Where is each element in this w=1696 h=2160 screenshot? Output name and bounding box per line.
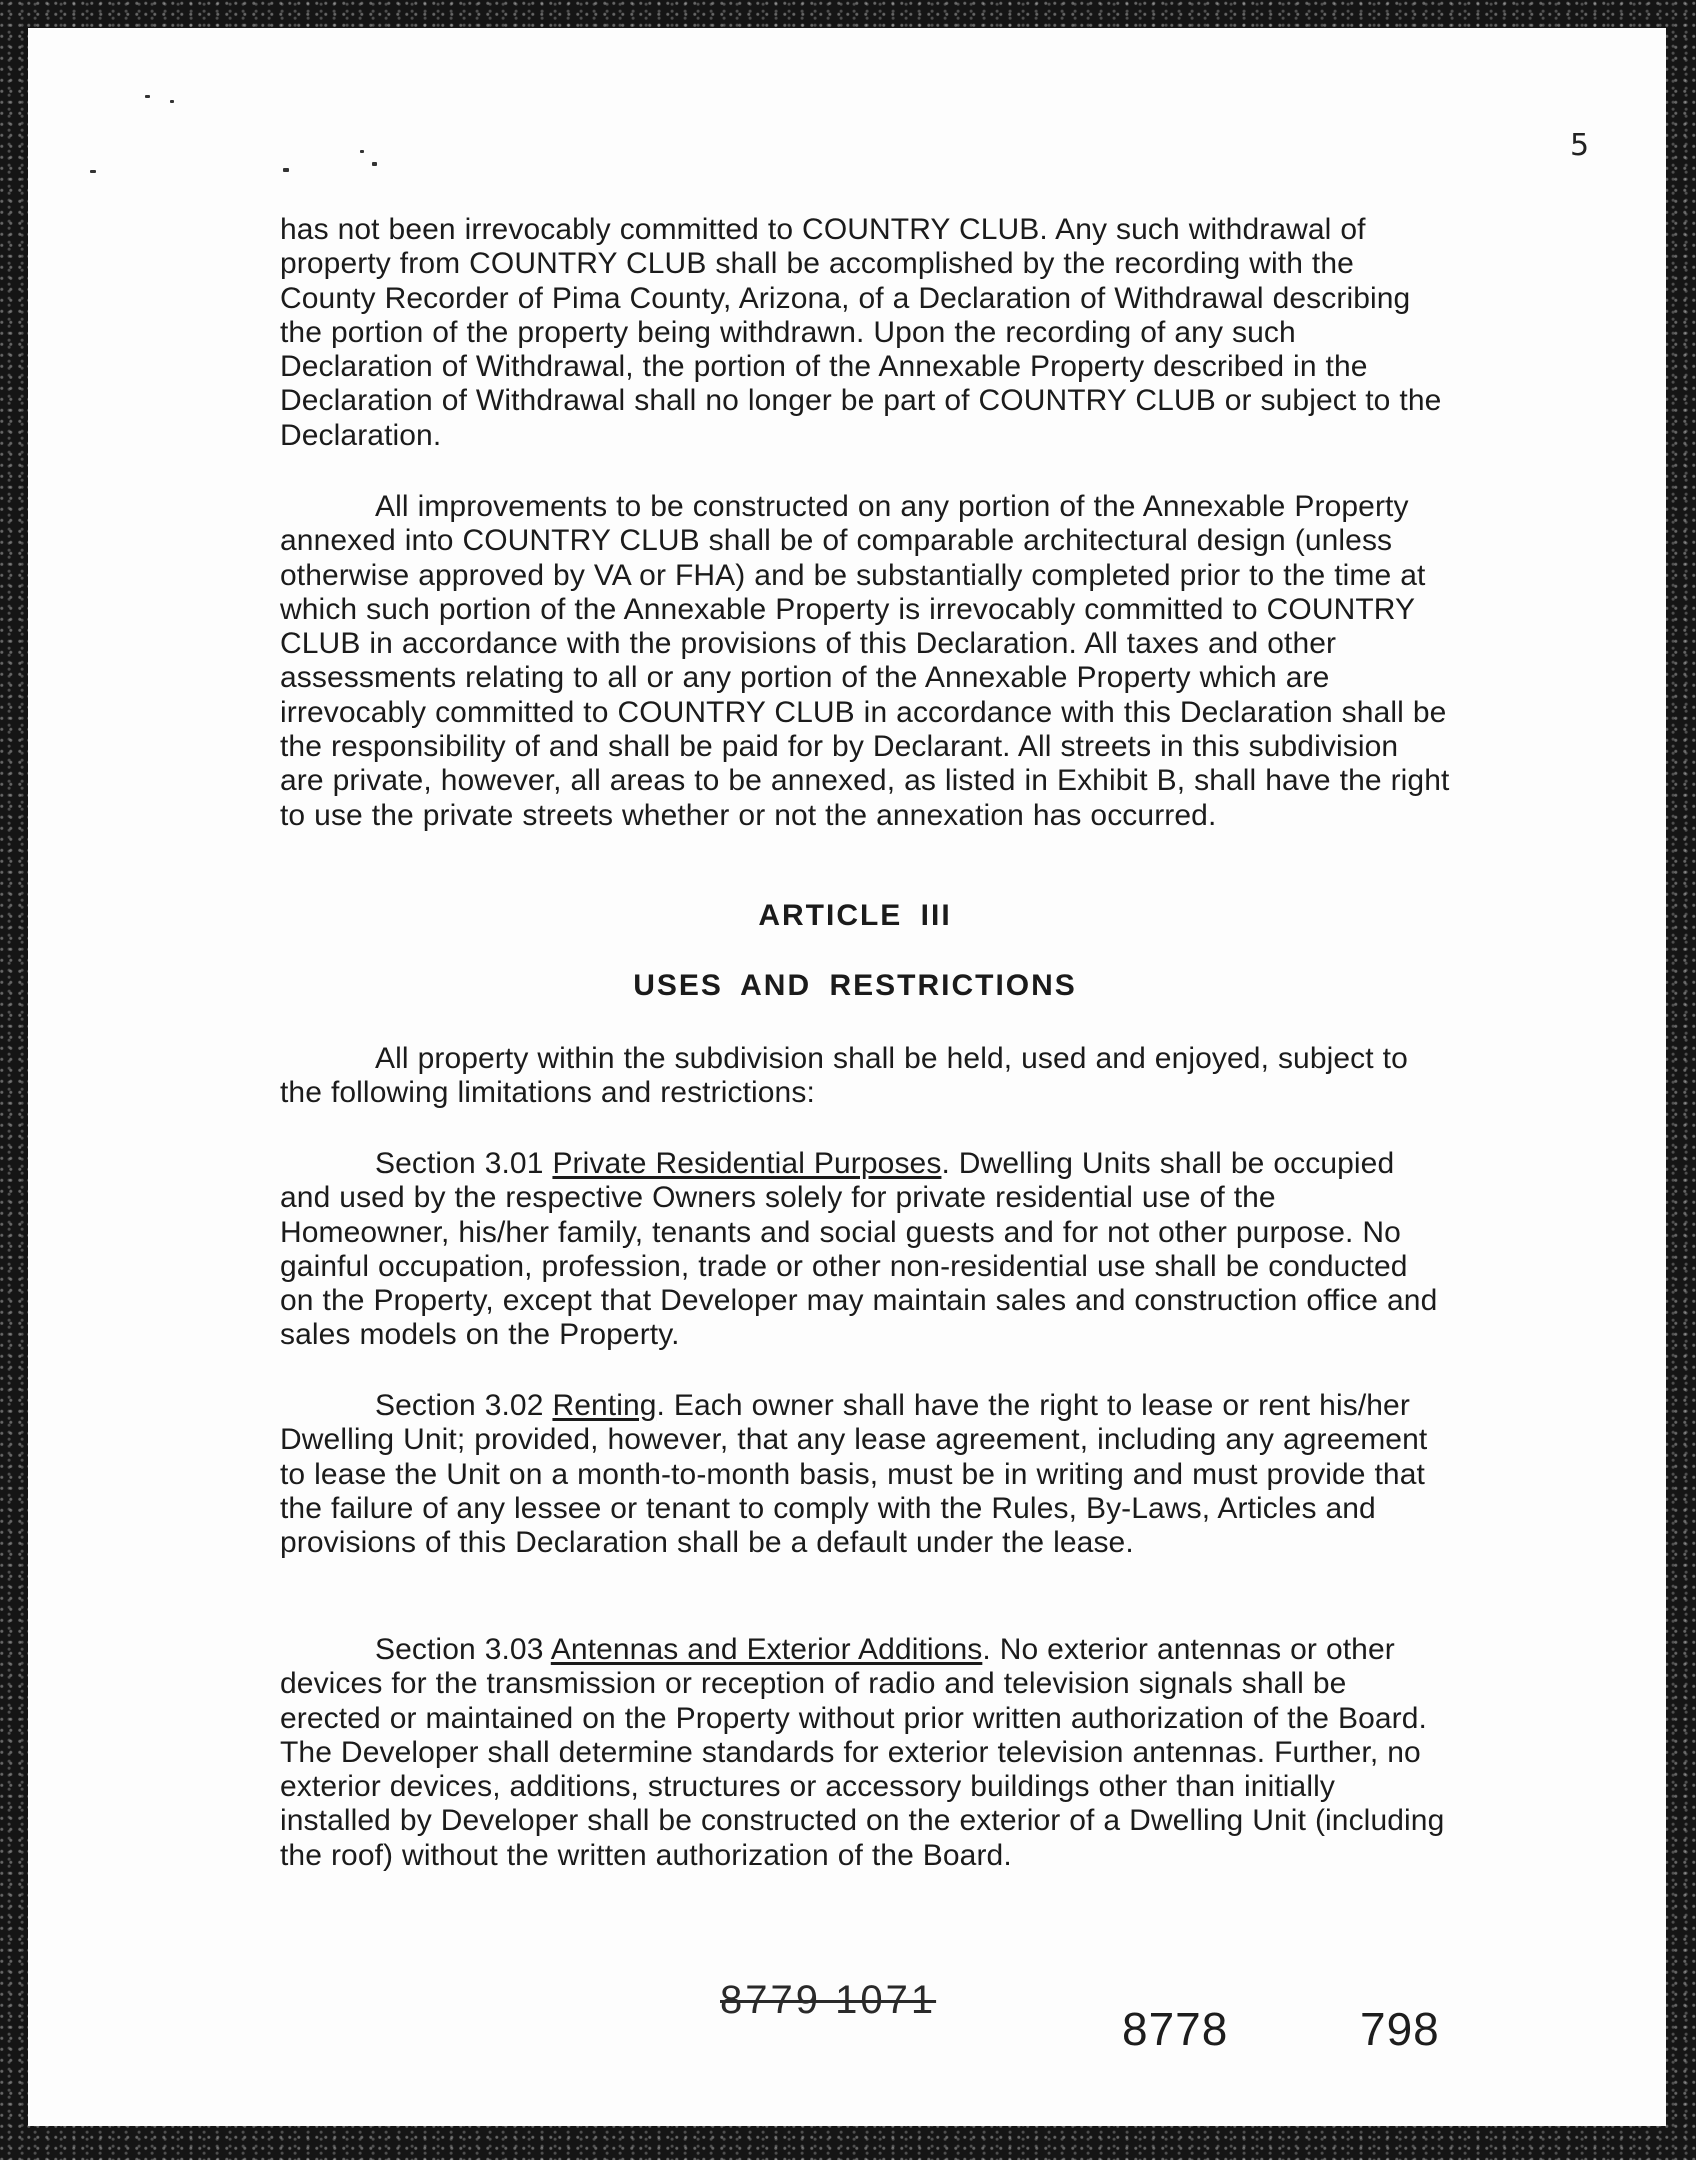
section-title: Antennas and Exterior Additions (550, 1633, 983, 1666)
section-number: Section 3.01 (375, 1147, 544, 1180)
docket-page: 798 (1360, 2003, 1440, 2055)
section-3-02 (280, 1389, 1450, 1560)
docket-number: 8778 (1122, 2003, 1229, 2055)
section-title: Renting (552, 1389, 657, 1422)
scan-speck (145, 95, 150, 98)
section-body: . Dwelling Units shall be occupied and used by the respective Owners solely for private residential use of the Homeowner, his/her family, tenants and social guests and for not other purpose. No gainful occupation, profession, trade or other non-residential use shall be conducted on the Property, except that Developer may maintain sales and construction office and sales models on the Property. (280, 1147, 1438, 1352)
section-body: . Each owner shall have the right to lease or rent his/her Dwelling Unit; provided, however, that any lease agreement, including any agreement to lease the Unit on a month-to-month basis, must be in writing and must provide that the failure of any lessee or tenant to comply with the Rules, By-Laws, Articles and provisions of this Declaration shall be a default under the lease. (280, 1389, 1428, 1560)
scan-speck (360, 150, 364, 153)
section-number: Section 3.02 (375, 1389, 544, 1422)
scan-speck (283, 168, 289, 172)
page-number: 5 (1570, 128, 1590, 163)
section-3-03 (280, 1633, 1450, 1873)
section-title: Private Residential Purposes (552, 1147, 942, 1180)
section-body: . No exterior antennas or other devices for the transmission or reception of radio and television signals shall be erected or maintained on the Property without prior written authorization of the Board. The Developer shall determine standards for exterior television antennas. Further, no exterior devices, additions, structures or accessory buildings other than initially installed by Developer shall be constructed on the exterior of a Dwelling Unit (including the roof) without the written authorization of the Board. (280, 1633, 1445, 1872)
struck-out-number: 8779 1071 (720, 1978, 937, 2022)
scan-speck (170, 100, 174, 103)
article-intro: All property within the subdivision shall be held, used and enjoyed, subject to the following limitations and restrictions: (280, 1042, 1408, 1110)
scan-speck (90, 170, 96, 173)
paragraph-improvements: All improvements to be constructed on any portion of the Annexable Property annexed into COUNTRY CLUB shall be of comparable architectural design (unless otherwise approved by VA or FHA) and be substantially completed prior to the time at which such portion of the Annexable Property is irrevocably committed to COUNTRY CLUB in accordance with the provisions of this Declaration. All taxes and other assessments relating to all or any portion of the Annexable Property which are irrevocably committed to COUNTRY CLUB in accordance with this Declaration shall be the responsibility of and shall be paid for by Declarant. All streets in this subdivision are private, however, all areas to be annexed, as listed in Exhibit B, shall have the right to use the private streets whether or not the annexation has occurred. (280, 490, 1450, 832)
section-number: Section 3.03 (375, 1633, 544, 1666)
article-title: USES AND RESTRICTIONS (633, 969, 1077, 1002)
paragraph-withdrawal: has not been irrevocably committed to COUNTRY CLUB. Any such withdrawal of property from COUNTRY CLUB shall be accomplished by the recording with the County Recorder of Pima County, Arizona, of a Declaration of Withdrawal describing the portion of the property being withdrawn. Upon the recording of any such Declaration of Withdrawal, the portion of the Annexable Property described in the Declaration of Withdrawal shall no longer be part of COUNTRY CLUB or subject to the Declaration. (280, 213, 1442, 452)
scan-speck (372, 162, 377, 166)
section-3-01 (280, 1147, 1450, 1353)
article-heading: ARTICLE III (758, 899, 952, 932)
